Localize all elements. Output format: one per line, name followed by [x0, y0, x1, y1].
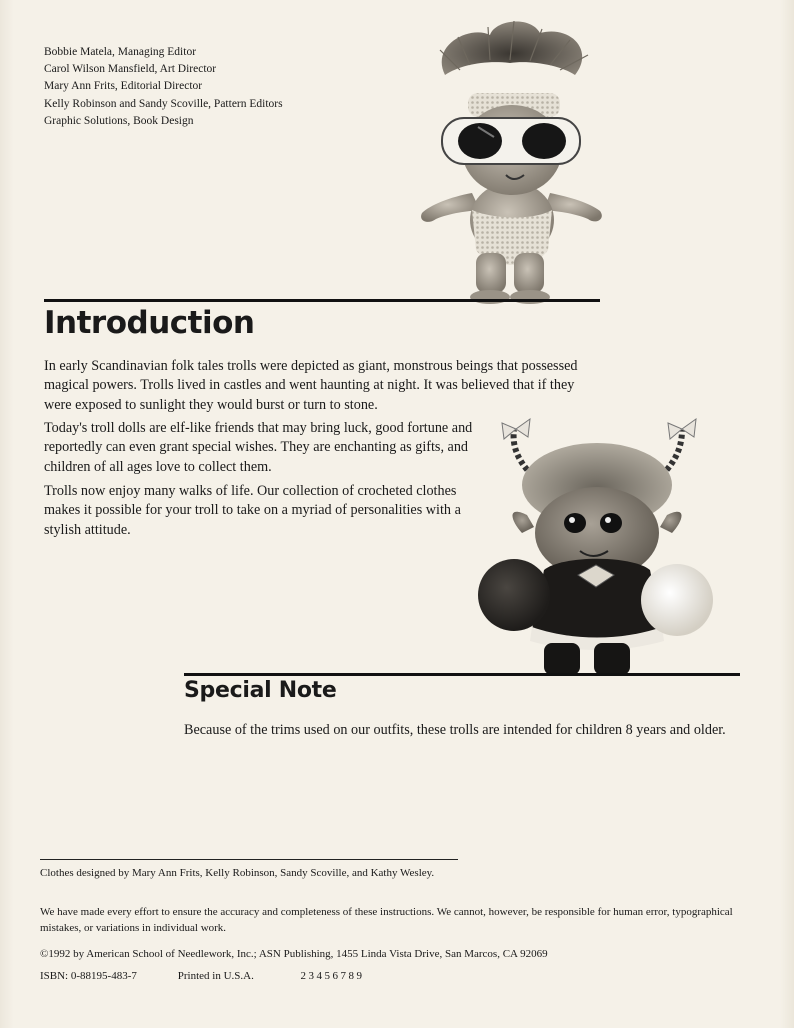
special-note-text: Because of the trims used on our outfits, these trolls are intended for children 8 years and older.: [184, 722, 726, 738]
troll-doll-pigtails-pompoms-photo: [472, 405, 722, 680]
isbn-text: ISBN: 0-88195-483-7: [40, 970, 137, 982]
credit-line: Kelly Robinson and Sandy Scoville, Pattern Editors: [44, 97, 283, 110]
footer-rule: [40, 859, 458, 860]
credit-line: Graphic Solutions, Book Design: [44, 114, 194, 127]
publication-info: [40, 968, 365, 984]
credit-line: Mary Ann Frits, Editorial Director: [44, 80, 203, 93]
special-note-heading: Special Note: [184, 678, 337, 703]
print-series-number: 23456789: [300, 970, 365, 982]
credit-line: Carol Wilson Mansfield, Art Director: [44, 63, 217, 76]
introduction-paragraph: Today's troll dolls are elf-like friends that may bring luck, good fortune and reportedly can even grant special wishes. They are enchanting as gifts, and children of all ages love to collect them.: [44, 420, 473, 475]
introduction-rule: [44, 299, 600, 302]
introduction-paragraph: In early Scandinavian folk tales trolls were depicted as giant, monstrous beings that possessed magical powers. Trolls lived in castles and went haunting at night. It was believed that if they were exposed to sunlight they would burst or turn to stone.: [44, 358, 578, 413]
credits-block: [44, 44, 283, 130]
printed-in-text: Printed in U.S.A.: [177, 970, 254, 982]
disclaimer-text: We have made every effort to ensure the accuracy and completeness of these instructions. We cannot, however, be responsible for human error, typographical mistakes, or variations in individual work.: [40, 906, 733, 934]
special-note-rule: [184, 673, 740, 676]
designers-credit: Clothes designed by Mary Ann Frits, Kelly Robinson, Sandy Scoville, and Kathy Wesley.: [40, 867, 435, 879]
introduction-heading: Introduction: [44, 305, 255, 341]
credit-line: Bobbie Matela, Managing Editor: [44, 46, 197, 58]
introduction-paragraph: Trolls now enjoy many walks of life. Our collection of crocheted clothes makes it possible for your troll to take on a myriad of personalities with a stylish attitude.: [44, 483, 461, 538]
copyright-text: ©1992 by American School of Needlework, Inc.; ASN Publishing, 1455 Linda Vista Drive, San Marcos, CA 92069: [40, 948, 548, 960]
troll-doll-sunglasses-photo: [410, 15, 610, 307]
